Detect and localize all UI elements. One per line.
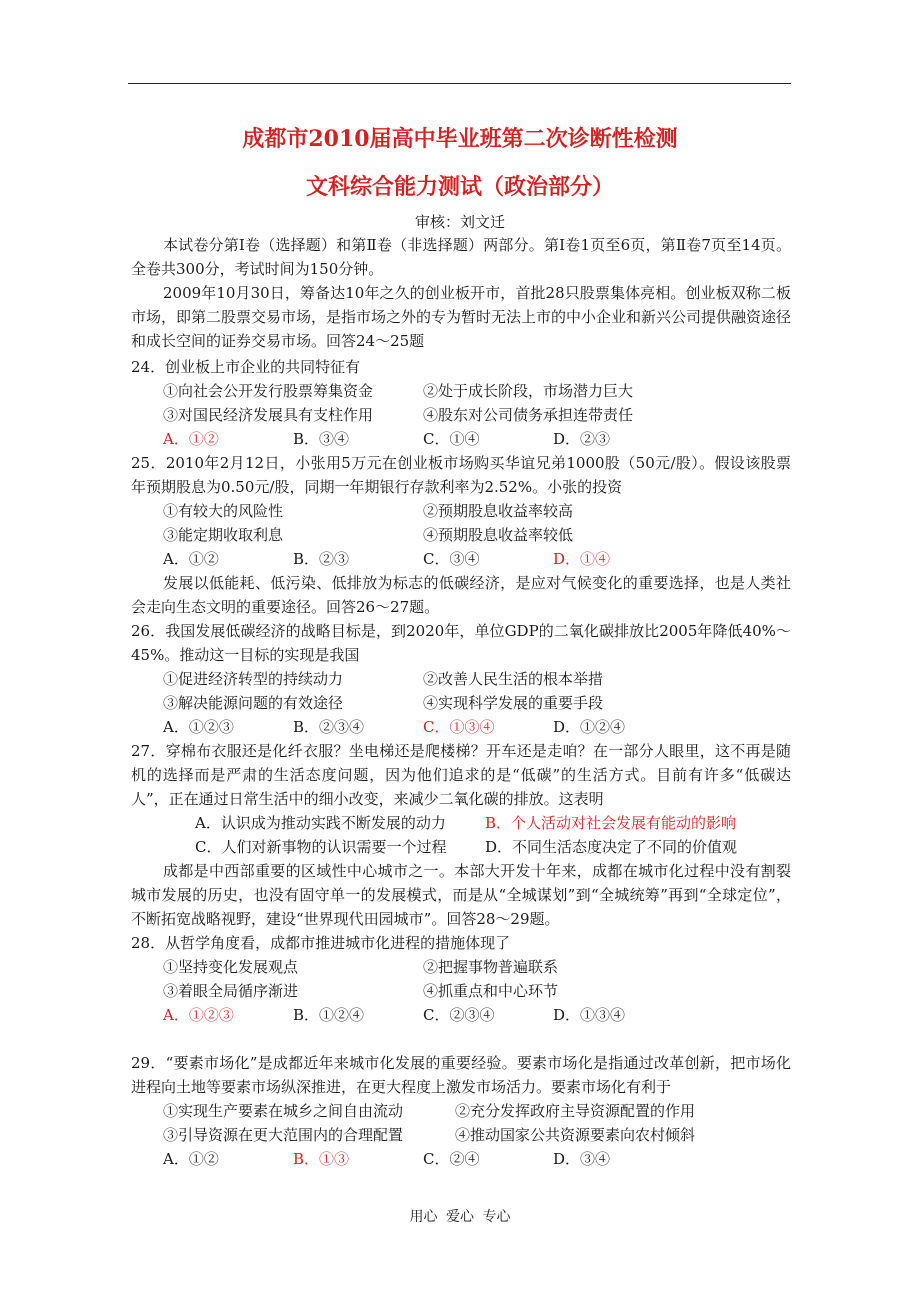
q24-choice-b: B．③④ [293, 430, 350, 448]
q25-option-3: ③能定期收取利息 [163, 526, 284, 544]
q28-choice-d: D．①③④ [553, 1006, 626, 1024]
q28-choice-b: B．①②④ [293, 1006, 365, 1024]
q28-choice-c: C．②③④ [423, 1006, 495, 1024]
q29-option-4: ④推动国家公共资源要素向农村倾斜 [455, 1126, 696, 1144]
question-28-stem: 28．从哲学角度看，成都市推进城市化进程的措施体现了 [131, 934, 511, 952]
q29-option-2: ②充分发挥政府主导资源配置的作用 [455, 1102, 696, 1120]
question-29-stem: 29．“要素市场化”是成都近年来城市化发展的重要经验。要素市场化是指通过改革创新，把市场化进程向土地等要素市场纵深推进，在更大程度上激发市场活力。要素市场化有利于 [131, 1054, 791, 1097]
q24-option-4: ④股东对公司债务承担连带责任 [423, 406, 634, 424]
q24-choice-a: A．①② [163, 430, 219, 448]
q25-option-4: ④预期股息收益率较低 [423, 526, 574, 544]
q26-option-4: ④实现科学发展的重要手段 [423, 694, 604, 712]
q27-choice-b: B．个人活动对社会发展有能动的影响 [485, 814, 737, 832]
q26-option-1: ①促进经济转型的持续动力 [163, 670, 344, 688]
q25-choice-c: C．③④ [423, 550, 480, 568]
header-rule [128, 83, 791, 84]
question-27-stem: 27．穿棉布衣服还是化纤衣服？坐电梯还是爬楼梯？开车还是走咱？在一部分人眼里，这不再是随机的选择而是严肃的生活态度问题，因为他们追求的是“低碳”的生活方式。目前有许多“低碳达人”，正在通过日常生活中的细小改变，来减少二氧化碳的排放。这表明 [131, 742, 791, 809]
reviewer-line: 审核：刘文迁 [414, 213, 505, 231]
q26-choice-d: D．①②④ [553, 718, 626, 736]
page-footer: 用心 爱心 专心 [409, 1209, 511, 1225]
q28-option-1: ①坚持变化发展观点 [163, 958, 299, 976]
question-26-stem: 26．我国发展低碳经济的战略目标是，到2020年，单位GDP的二氧化碳排放比2005年降低40%～45%。推动这一目标的实现是我国 [131, 622, 791, 665]
material-paragraph-3: 成都是中西部重要的区域性中心城市之一。本部大开发十年来，成都在城市化过程中没有割裂城市发展的历史，也没有固守单一的发展模式，而是从“全城谋划”到“全城统筹”再到“全球定位”，不断拓宽战略视野，建设“世界现代田园城市”。回答28～29题。 [131, 862, 791, 929]
q25-option-1: ①有较大的风险性 [163, 502, 284, 520]
q29-choice-a: A．①② [163, 1150, 219, 1168]
q24-option-3: ③对国民经济发展具有支柱作用 [163, 406, 374, 424]
question-25-stem: 25．2010年2月12日，小张用5万元在创业板市场购买华谊兄弟1000股（50元/股）。假设该股票年预期股息为0.50元/股，同期一年期银行存款利率为2.52%。小张的投资 [131, 454, 791, 497]
q27-choice-d: D．不同生活态度决定了不同的价值观 [485, 838, 738, 856]
q27-choice-a: A．认识成为推动实践不断发展的动力 [195, 814, 446, 832]
q28-option-3: ③着眼全局循序渐进 [163, 982, 299, 1000]
q29-option-3: ③引导资源在更大范围内的合理配置 [163, 1126, 404, 1144]
q29-choice-d: D．③④ [553, 1150, 611, 1168]
question-24-stem: 24．创业板上市企业的共同特征有 [131, 358, 361, 376]
q27-choice-c: C．人们对新事物的认识需要一个过程 [195, 838, 447, 856]
q28-option-2: ②把握事物普遍联系 [423, 958, 559, 976]
q26-choice-c: C．①③④ [423, 718, 495, 736]
q26-choice-b: B．②③④ [293, 718, 365, 736]
q28-choice-a: A．①②③ [163, 1006, 234, 1024]
q26-choice-a: A．①②③ [163, 718, 234, 736]
q25-choice-d: D．①④ [553, 550, 611, 568]
material-paragraph-1: 2009年10月30日，筹备达10年之久的创业板开市，首批28只股票集体亮相。创业板双称二板市场，即第二股票交易市场，是指市场之外的专为暂时无法上市的中小企业和新兴公司提供融资途径和成长空间的证券交易市场。回答24～25题 [131, 284, 792, 351]
q25-choice-a: A．①② [163, 550, 219, 568]
q29-choice-c: C．②④ [423, 1150, 480, 1168]
q29-choice-b: B．①③ [293, 1150, 350, 1168]
q25-option-2: ②预期股息收益率较高 [423, 502, 574, 520]
q26-option-3: ③解决能源问题的有效途径 [163, 694, 344, 712]
q28-option-4: ④抓重点和中心环节 [423, 982, 559, 1000]
material-paragraph-2: 发展以低能耗、低污染、低排放为标志的低碳经济，是应对气候变化的重要选择，也是人类社会走向生态文明的重要途径。回答26～27题。 [131, 574, 791, 617]
intro-paragraph: 本试卷分第Ⅰ卷（选择题）和第Ⅱ卷（非选择题）两部分。第Ⅰ卷1页至6页，第Ⅱ卷7页至14页。全卷共300分，考试时间为150分钟。 [131, 236, 791, 279]
q25-choice-b: B．②③ [293, 550, 350, 568]
q24-option-1: ①向社会公开发行股票筹集资金 [163, 382, 374, 400]
page-title: 成都市2010届高中毕业班第二次诊断性检测 [242, 126, 678, 152]
page-subtitle: 文科综合能力测试（政治部分） [305, 174, 614, 200]
q29-option-1: ①实现生产要素在城乡之间自由流动 [163, 1102, 404, 1120]
q26-option-2: ②改善人民生活的根本举措 [423, 670, 604, 688]
q24-choice-d: D．②③ [553, 430, 611, 448]
q24-option-2: ②处于成长阶段，市场潜力巨大 [423, 382, 634, 400]
q24-choice-c: C．①④ [423, 430, 480, 448]
